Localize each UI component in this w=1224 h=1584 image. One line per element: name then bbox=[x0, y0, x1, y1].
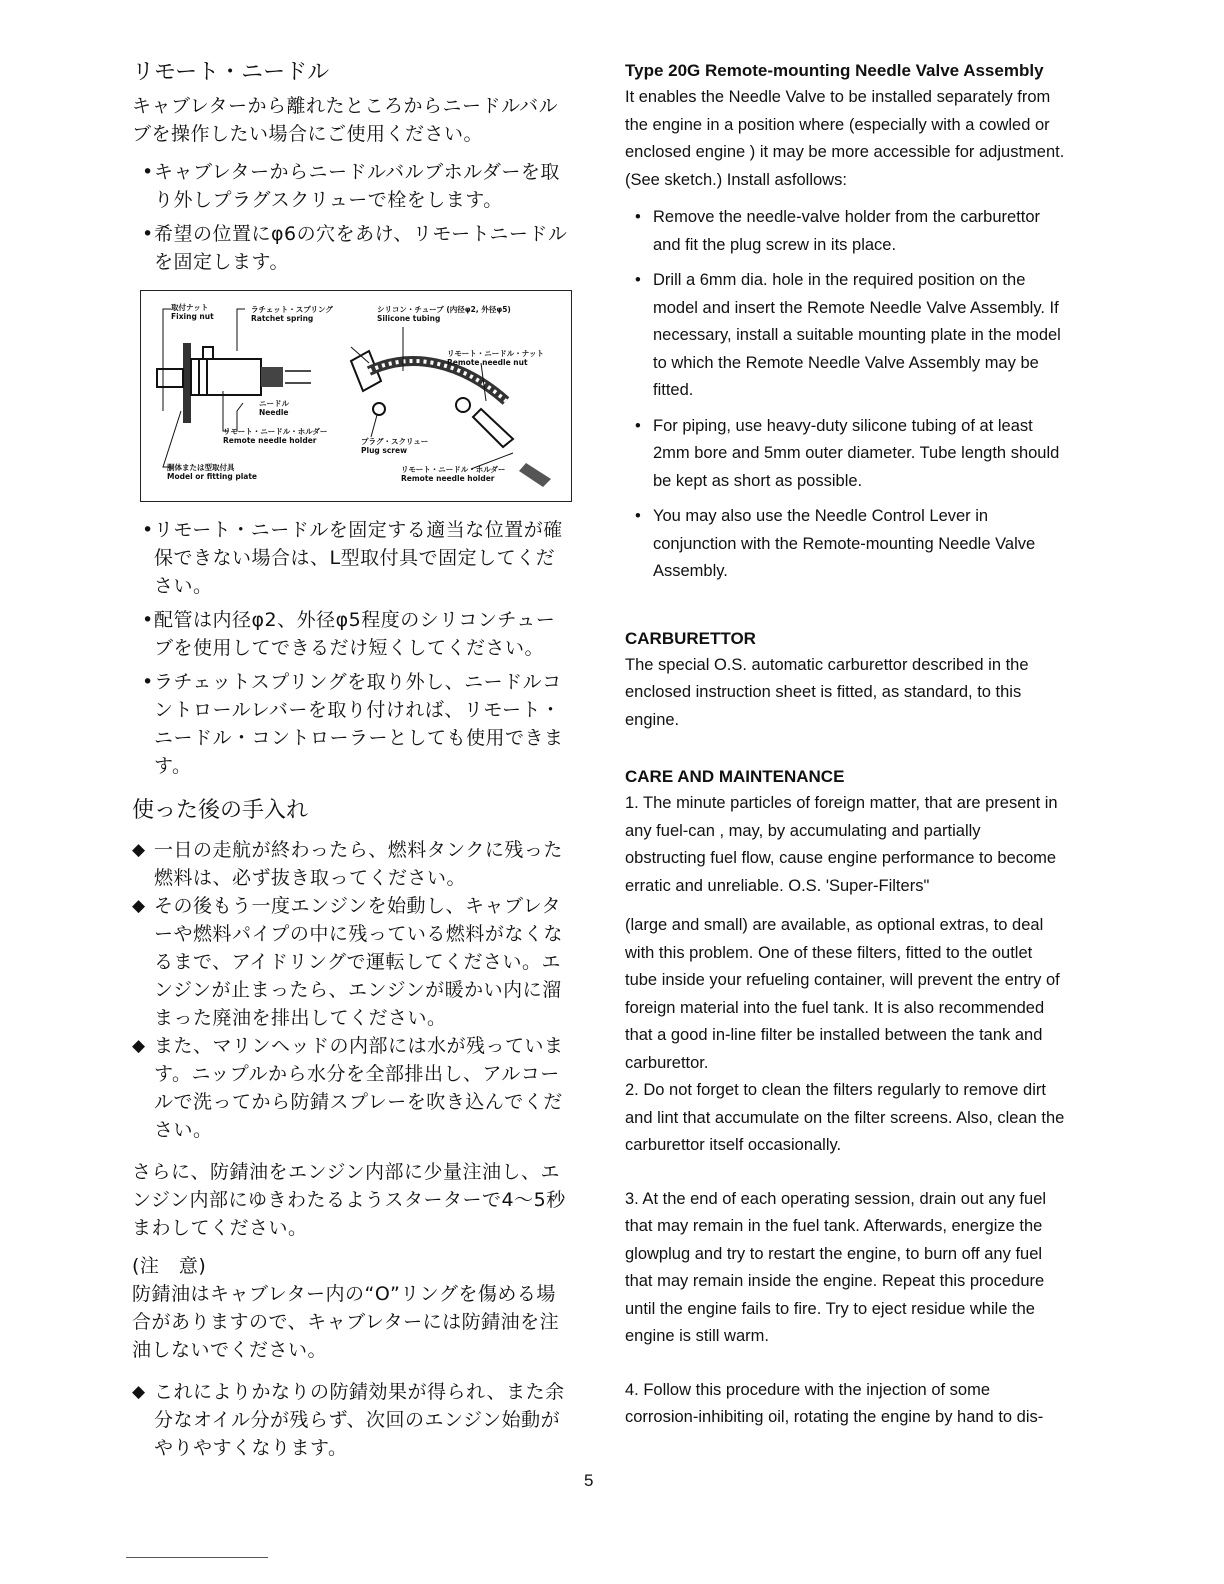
label-silicone-tubing: シリコン・チューブ (内径φ2, 外径φ5) Silicone tubing bbox=[377, 305, 511, 323]
heading-care-maintenance: CARE AND MAINTENANCE bbox=[625, 767, 845, 786]
intro-text: It enables the Needle Valve to be installed separately from the engine in a position where (especially with a cowled or enclosed engine ) it may be more accessible for adjustment.(See sketch.) Install asfollows: bbox=[625, 88, 1065, 189]
list-item: • 希望の位置にφ6の穴をあけ、リモートニードルを固定します。 bbox=[142, 223, 568, 273]
list-item: ◆ また、マリンヘッドの内部には水が残っています。ニップルから水分を全部排出し、アルコールで洗ってから防錆スプレーを吹き込んでください。 bbox=[132, 1032, 572, 1144]
list-item: • ラチェットスプリングを取り外し、ニードルコントロールレバーを取り付ければ、リモート・ニードル・コントローラーとしても使用できます。 bbox=[142, 671, 564, 777]
heading-after-use-jp: 使った後の手入れ bbox=[132, 798, 309, 823]
diamond-bullet-icon: ◆ bbox=[132, 840, 146, 860]
care-item-4: 4. Follow this procedure with the injection of some corrosion-inhibiting oil, rotating the engine by hand to dis- bbox=[625, 1380, 1044, 1426]
fitting-plate-shape bbox=[183, 343, 191, 423]
rust-oil-paragraph: さらに、防錆油をエンジン内部に少量注油し、エンジン内部にゆきわたるようスターターで4〜5秒まわしてください。 bbox=[132, 1161, 566, 1239]
heading-carburettor: CARBURETTOR bbox=[625, 628, 756, 648]
label-ratchet-spring: ラチェット・スプリング Ratchet spring bbox=[251, 305, 333, 323]
list-item: • 配管は内径φ2、外径φ5程度のシリコンチューブを使用してできるだけ短くしてください。 bbox=[142, 609, 556, 659]
caution-text: 防錆油はキャブレター内の“O”リングを傷める場合がありますので、キャブレターには防錆油を注油しないでください。 bbox=[132, 1283, 560, 1361]
list-item: • For piping, use heavy-duty silicone tubing of at least 2mm bore and 5mm outer diameter. Tube length should be kept as short as possible. bbox=[635, 416, 1060, 490]
list-item: • Drill a 6mm dia. hole in the required position on the model and insert the Remote Needle Valve Assembly. If necessary, install a suitable mounting plate in the model to which the Remote Needle Valve Assembly may be fitted. bbox=[635, 271, 1061, 399]
list-item: • キャブレターからニードルバルブホルダーを取り外しプラグスクリューで栓をします。 bbox=[142, 161, 560, 211]
diamond-bullet-icon: ◆ bbox=[132, 1382, 146, 1402]
care-item-2: 2. Do not forget to clean the filters regularly to remove dirt and lint that accumulate on the filter screens. Also, clean the carburettor itself occasionally. bbox=[625, 1081, 1065, 1154]
page-number: 5 bbox=[584, 1471, 594, 1490]
label-needle: ニードル Needle bbox=[259, 399, 289, 417]
label-remote-needle-nut: リモート・ニードル・ナット Remote needle nut bbox=[447, 349, 545, 367]
diamond-bullet-icon: ◆ bbox=[132, 896, 146, 916]
list-item: ◆ 一日の走航が終わったら、燃料タンクに残った燃料は、必ず抜き取ってください。 bbox=[132, 836, 572, 892]
heading-remote-needle-jp: リモート・ニードル bbox=[132, 60, 330, 85]
list-item: ◆ これによりかなりの防錆効果が得られ、また余分なオイル分が残らず、次回のエンジン始動がやりやすくなります。 bbox=[132, 1378, 572, 1462]
label-remote-needle-holder-2: リモート・ニードル・ホルダー Remote needle holder bbox=[401, 465, 506, 483]
list-item: • リモート・ニードルを固定する適当な位置が確保できない場合は、L型取付具で固定してください。 bbox=[142, 519, 563, 597]
japanese-column bbox=[132, 58, 572, 1462]
care-item-3: 3. At the end of each operating session, drain out any fuel that may remain in the fuel tank. Afterwards, energize the glowplug and try to restart the engine, to burn off any fuel that may remain inside the engine. Repeat this procedure until the engine fails to fire. Try to eject residue while the engine is still warm. bbox=[625, 1189, 1047, 1345]
intro-jp: キャブレターから離れたところからニードルバルブを操作したい場合にご使用ください。 bbox=[132, 95, 559, 145]
care-item-1b: (large and small) are available, as optional extras, to deal with this problem. One of these filters, fitted to the outlet tube inside your refueling container, will prevent the entry of foreign material into the fuel tank. It is also recommended that a good in-line filter be installed between the tank and carburettor. bbox=[625, 916, 1060, 1072]
heading-remote-needle-valve: Type 20G Remote-mounting Needle Valve Assembly bbox=[625, 61, 1044, 80]
diamond-bullet-icon: ◆ bbox=[132, 1036, 146, 1056]
care-item-1a: 1. The minute particles of foreign matter, that are present in any fuel-can , may, by accumulating and partially obstructing fuel flow, cause engine performance to become erratic and unreliable. O.S. 'Super-Filters" bbox=[625, 794, 1058, 895]
list-item: • Remove the needle-valve holder from the carburettor and fit the plug screw in its place. bbox=[635, 208, 1041, 254]
label-remote-needle-holder: リモート・ニードル・ホルダー Remote needle holder bbox=[223, 427, 328, 445]
label-plug-screw: プラグ・スクリュー Plug screw bbox=[361, 437, 429, 455]
carburettor-text: The special O.S. automatic carburettor described in the enclosed instruction sheet is fitted, as standard, to this engine. bbox=[625, 655, 1029, 729]
caution-title: (注 意) bbox=[132, 1255, 207, 1277]
footer-line bbox=[126, 1557, 268, 1558]
remote-needle-diagram bbox=[140, 290, 572, 502]
label-fixing-nut: 取付ナット Fixing nut bbox=[171, 303, 214, 321]
list-item: • You may also use the Needle Control Lever in conjunction with the Remote-mounting Needle Valve Assembly. bbox=[635, 507, 1036, 580]
label-fitting-plate: 胴体または型取付具 Model or fitting plate bbox=[167, 463, 258, 481]
english-column bbox=[625, 58, 1065, 1432]
list-item: ◆ その後もう一度エンジンを始動し、キャブレターや燃料パイプの中に残っている燃料がなくなるまで、アイドリングで運転してください。エンジンが止まったら、エンジンが暖かい内に溜まった廃油を排出してください。 bbox=[132, 892, 572, 1032]
